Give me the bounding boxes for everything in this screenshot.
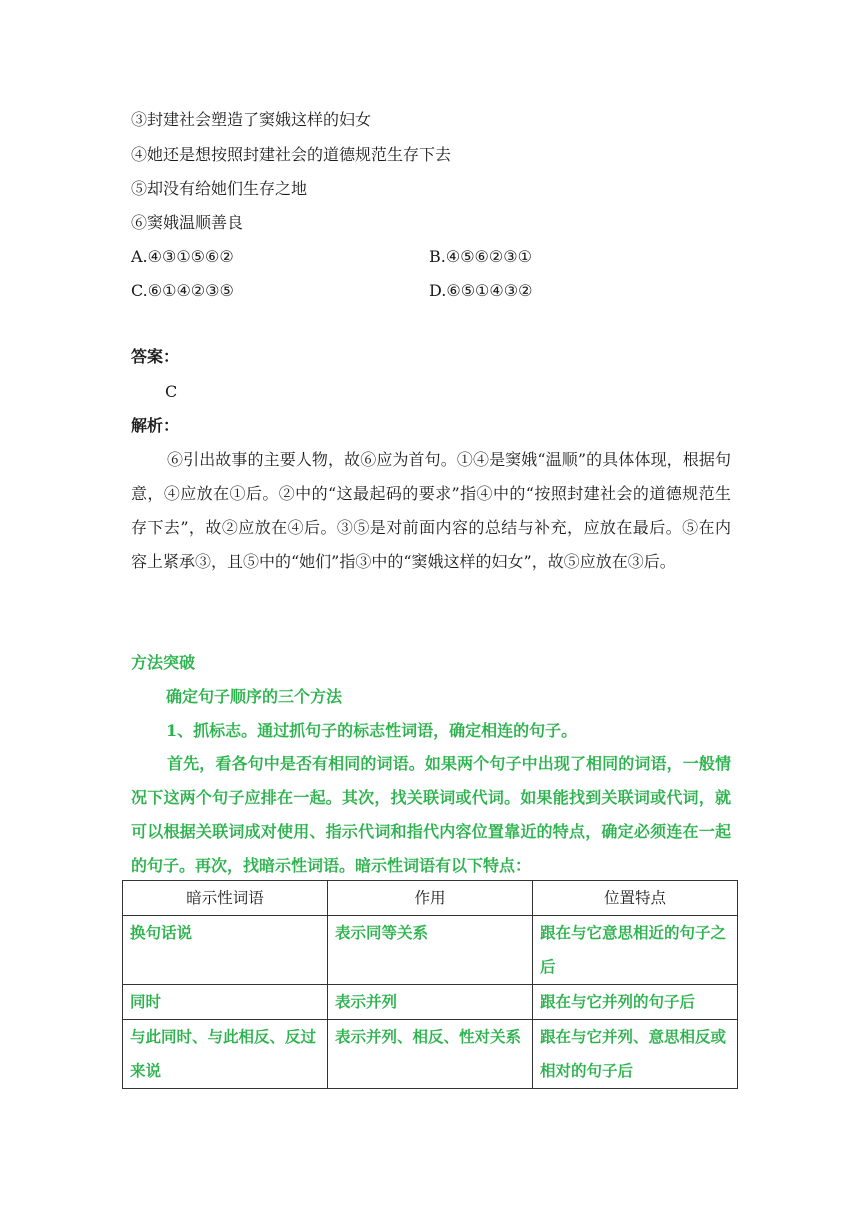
table-row bbox=[123, 916, 738, 985]
method-point-1: 1、抓标志。通过抓句子的标志性词语，确定相连的句子。 bbox=[166, 721, 578, 740]
analysis-text: ⑥引出故事的主要人物，故⑥应为首句。①④是窦娥“温顺”的具体体现，根据句意，④应放在①后。②中的“这最起码的要求”指④中的“按照封建社会的道德规范生存下去”，故②应放在④后。③⑤是对前面内容的总结与补充，应放在最后。⑤在内容上紧承③，且⑤中的“她们”指③中的“窦娥这样的妇女”，故⑤应放在③后。 bbox=[131, 450, 731, 571]
option-d: D.⑥⑤①④③② bbox=[429, 281, 533, 300]
table-cell: 与此同时、与此相反、反过来说 bbox=[123, 1020, 328, 1089]
sentence-3: ③封建社会塑造了窦娥这样的妇女 bbox=[131, 110, 372, 129]
table-cell: 跟在与它并列、意思相反或相对的句子后 bbox=[533, 1020, 738, 1089]
table-row bbox=[123, 985, 738, 1020]
method-subheading: 确定句子顺序的三个方法 bbox=[166, 687, 343, 706]
analysis-label: 解析： bbox=[131, 416, 180, 435]
hint-words-table bbox=[122, 880, 738, 1089]
option-b: B.④⑤⑥②③① bbox=[429, 247, 532, 266]
table-cell: 表示并列、相反、性对关系 bbox=[328, 1020, 533, 1089]
option-a: A.④③①⑤⑥② bbox=[131, 247, 234, 266]
table-header-row bbox=[123, 881, 738, 916]
sentence-4: ④她还是想按照封建社会的道德规范生存下去 bbox=[131, 145, 452, 164]
table-cell: 表示同等关系 bbox=[328, 916, 533, 985]
table-cell: 跟在与它并列的句子后 bbox=[533, 985, 738, 1020]
table-cell: 换句话说 bbox=[123, 916, 328, 985]
option-c: C.⑥①④②③⑤ bbox=[131, 281, 234, 300]
sentence-5: ⑤却没有给她们生存之地 bbox=[131, 179, 308, 198]
table-header: 位置特点 bbox=[533, 881, 738, 916]
table-cell: 表示并列 bbox=[328, 985, 533, 1020]
method-heading: 方法突破 bbox=[131, 653, 196, 672]
sentence-6: ⑥窦娥温顺善良 bbox=[131, 213, 244, 232]
method-paragraph: 首先，看各句中是否有相同的词语。如果两个句子中出现了相同的词语，一般情况下这两个句子应排在一起。其次，找关联词或代词。如果能找到关联词或代词，就可以根据关联词成对使用、指示代词和指代内容位置靠近的特点，确定必须连在一起的句子。再次，找暗示性词语。暗示性词语有以下特点： bbox=[131, 754, 731, 875]
answer-label: 答案： bbox=[131, 347, 180, 366]
table-cell: 跟在与它意思相近的句子之后 bbox=[533, 916, 738, 985]
answer-value: C bbox=[165, 382, 178, 401]
table-row bbox=[123, 1020, 738, 1089]
table-header: 暗示性词语 bbox=[123, 881, 328, 916]
table-cell: 同时 bbox=[123, 985, 328, 1020]
table-header: 作用 bbox=[328, 881, 533, 916]
